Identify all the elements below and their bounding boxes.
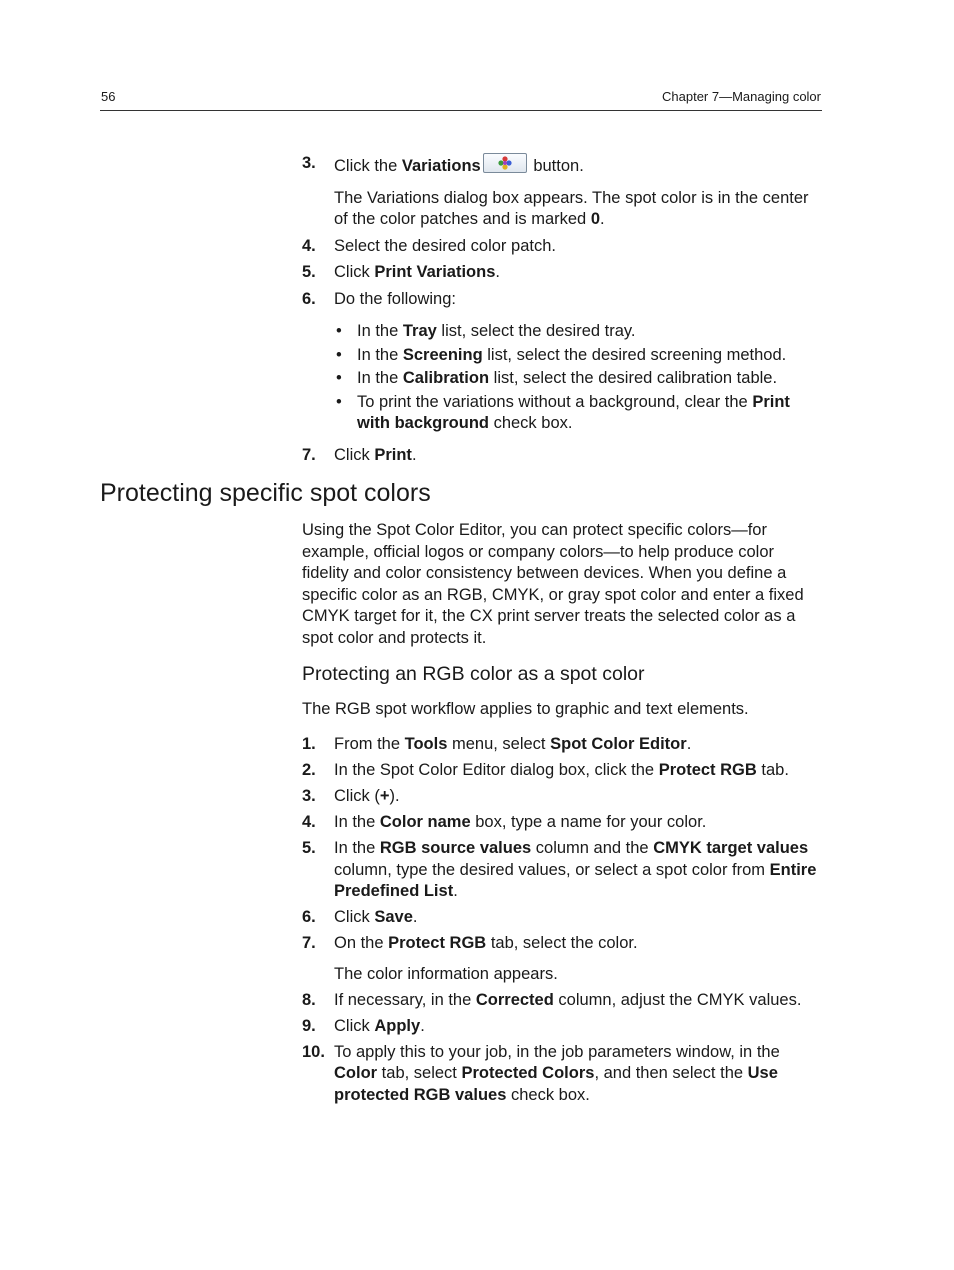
bullet-calibration: • In the Calibration list, select the desired calibration table. (336, 369, 778, 387)
rgb-step-5: 5. In the RGB source values column and the CMYK target values column, type the desired values, or select a spot color from Entire Predefined List. (302, 839, 817, 900)
steps-list-rgb (302, 734, 824, 1106)
page-header (100, 88, 822, 111)
rgb-step-7-note: The color information appears. (334, 964, 558, 983)
bullet-screening: • In the Screening list, select the desired screening method. (336, 345, 787, 364)
subsection-intro: The RGB spot workflow applies to graphic and text elements. (302, 700, 749, 718)
step-6: 6. Do the following: (302, 289, 456, 308)
rgb-step-9: 9. Click Apply. (302, 1016, 425, 1035)
variations-icon (497, 155, 513, 171)
variations-button[interactable] (483, 153, 527, 173)
step-3: 3. Click the Variations button. (302, 154, 584, 175)
rgb-step-1: 1. From the Tools menu, select Spot Color Editor. (302, 735, 692, 753)
rgb-step-6: 6. Click Save. (302, 908, 418, 926)
rgb-step-10: 10. To apply this to your job, in the job parameters window, in the Color tab, select Protected Colors, and then select the Use protected RGB values check box. (302, 1042, 780, 1104)
section-intro: Using the Spot Color Editor, you can protect specific colors—for example, official logos or company colors—to help produce color fidelity and color consistency between devices. When you define a specific color as an RGB, CMYK, or gray spot color and enter a fixed CMYK target for it, the CX print server treats the selected color as a spot color and protects it. (302, 521, 804, 647)
subsection-heading: Protecting an RGB color as a spot color (302, 663, 645, 685)
step-number: 3. (302, 154, 316, 172)
rgb-step-2: 2. In the Spot Color Editor dialog box, click the Protect RGB tab. (302, 761, 789, 779)
chapter-title: Chapter 7—Managing color (662, 89, 821, 104)
page-number: 56 (101, 89, 116, 104)
rgb-step-7: 7. On the Protect RGB tab, select the color. (302, 934, 638, 952)
rgb-step-8: 8. If necessary, in the Corrected column, adjust the CMYK values. (302, 990, 802, 1009)
bullet-tray: • In the Tray list, select the desired tray. (336, 322, 636, 340)
step-5: 5. Click Print Variations. (302, 263, 500, 281)
steps-list-variations (302, 153, 824, 466)
rgb-step-3: 3. Click (+). (302, 787, 400, 805)
step-3-note: The Variations dialog box appears. The spot color is in the center of the color patches and is marked 0. (334, 188, 809, 228)
step-7: 7. Click Print. (302, 445, 417, 464)
bullet-background: • To print the variations without a background, clear the Print with background check box. (336, 392, 790, 432)
section-heading: Protecting specific spot colors (100, 479, 431, 507)
rgb-step-4: 4. In the Color name box, type a name for your color. (302, 813, 707, 831)
step-4: 4. Select the desired color patch. (302, 236, 556, 255)
